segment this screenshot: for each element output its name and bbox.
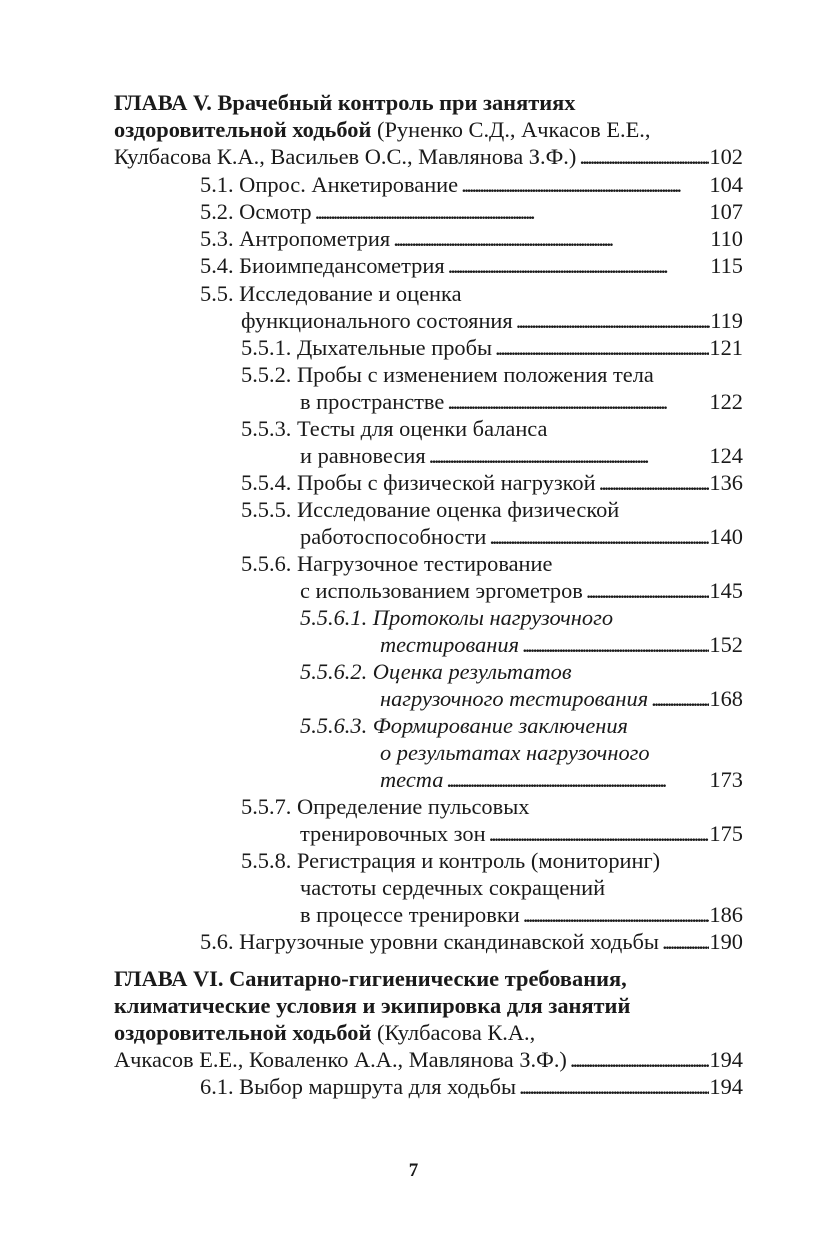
page-ref: 190 bbox=[709, 929, 743, 954]
page-ref: 107 bbox=[709, 199, 743, 224]
toc-entry-5-5-line2[interactable]: функционального состояния . . . 119 bbox=[241, 307, 743, 334]
page-number: 7 bbox=[408, 1160, 419, 1181]
toc-entry-5-5-3-line2[interactable]: и равновесия . . . 124 bbox=[300, 442, 743, 469]
toc-entry-6-1[interactable]: 6.1. Выбор маршрута для ходьбы . . . 194 bbox=[200, 1073, 743, 1100]
toc-entry-5-4[interactable]: 5.4. Биоимпедансометрия . . . 115 bbox=[200, 252, 743, 279]
toc-entry-5-1[interactable]: 5.1. Опрос. Анкетирование . . . 104 bbox=[200, 171, 743, 198]
toc-entry-5-5-6-3-line3[interactable]: теста . . . 173 bbox=[380, 766, 743, 793]
toc-entry-5-5-7-line1[interactable]: 5.5.7. Определение пульсовых bbox=[241, 794, 530, 819]
page-ref: 121 bbox=[709, 335, 743, 360]
toc-entry-5-5-6-2-line2[interactable]: нагрузочного тестирования . . . 168 bbox=[380, 685, 743, 712]
toc-entry-5-5-line1[interactable]: 5.5. Исследование и оценка bbox=[200, 281, 462, 306]
page-ref: 102 bbox=[709, 144, 743, 169]
toc-entry-5-6[interactable]: 5.6. Нагрузочные уровни скандинавской ходьбы . . . 190 bbox=[200, 928, 743, 955]
chapter6-title-line1: ГЛАВА VI. Санитарно-гигиенические требования, bbox=[114, 966, 627, 991]
page-ref: 136 bbox=[709, 470, 743, 495]
toc-entry-5-5-5-line1[interactable]: 5.5.5. Исследование оценка физической bbox=[241, 497, 620, 522]
page-ref: 173 bbox=[709, 767, 743, 792]
chapter6-title-line3: оздоровительной ходьбой (Кулбасова К.А., bbox=[114, 1020, 536, 1045]
toc-entry-5-5-2-line2[interactable]: в пространстве . . . 122 bbox=[300, 388, 743, 415]
chapter6-title-line2: климатические условия и экипировка для занятий bbox=[114, 993, 631, 1018]
page-ref: 110 bbox=[710, 226, 743, 251]
chapter5-title-line2: оздоровительной ходьбой (Руненко С.Д., Ачкасов Е.Е., bbox=[114, 117, 651, 142]
page-ref: 168 bbox=[709, 686, 743, 711]
toc-entry-5-5-8-line1[interactable]: 5.5.8. Регистрация и контроль (мониторинг) bbox=[241, 848, 661, 873]
page-ref: 122 bbox=[709, 389, 743, 414]
toc-entry-5-2[interactable]: 5.2. Осмотр . . . 107 bbox=[200, 198, 743, 225]
toc-entry-5-3[interactable]: 5.3. Антропометрия . . . 110 bbox=[200, 225, 743, 252]
toc-entry-5-5-6-2-line1[interactable]: 5.5.6.2. Оценка результатов bbox=[300, 659, 572, 684]
toc-entry-5-5-1[interactable]: 5.5.1. Дыхательные пробы . . . 121 bbox=[241, 334, 743, 361]
toc-entry-5-5-6-1-line1[interactable]: 5.5.6.1. Протоколы нагрузочного bbox=[300, 605, 614, 630]
toc-entry-5-5-8-line2[interactable]: частоты сердечных сокращений bbox=[300, 875, 606, 900]
toc-entry-5-5-3-line1[interactable]: 5.5.3. Тесты для оценки баланса bbox=[241, 416, 548, 441]
page-ref: 194 bbox=[709, 1047, 743, 1072]
page-ref: 104 bbox=[709, 172, 743, 197]
page-ref: 119 bbox=[710, 308, 743, 333]
toc-entry-5-5-4[interactable]: 5.5.4. Пробы с физической нагрузкой . . . 136 bbox=[241, 469, 743, 496]
chapter5-title-line1: ГЛАВА V. Врачебный контроль при занятиях bbox=[114, 90, 576, 115]
page-ref: 175 bbox=[709, 821, 743, 846]
toc-entry-5-5-7-line2[interactable]: тренировочных зон . . . 175 bbox=[300, 820, 743, 847]
toc-entry-5-5-6-3-line2[interactable]: о результатах нагрузочного bbox=[380, 740, 650, 765]
toc-entry-5-5-2-line1[interactable]: 5.5.2. Пробы с изменением положения тела bbox=[241, 362, 654, 387]
page-ref: 152 bbox=[709, 632, 743, 657]
page-ref: 115 bbox=[710, 253, 743, 278]
page-ref: 145 bbox=[709, 578, 743, 603]
page-ref: 186 bbox=[709, 902, 743, 927]
page-ref: 194 bbox=[709, 1074, 743, 1099]
toc-entry-5-5-6-line1[interactable]: 5.5.6. Нагрузочное тестирование bbox=[241, 551, 553, 576]
page-ref: 140 bbox=[709, 524, 743, 549]
toc-entry-5-5-6-3-line1[interactable]: 5.5.6.3. Формирование заключения bbox=[300, 713, 628, 738]
toc-entry-5-5-6-line2[interactable]: с использованием эргометров . . . 145 bbox=[300, 577, 743, 604]
chapter5-authors-line[interactable]: Кулбасова К.А., Васильев О.С., Мавлянова З.Ф.) . . . 102 bbox=[114, 143, 743, 170]
chapter6-authors-line[interactable]: Ачкасов Е.Е., Коваленко А.А., Мавлянова З.Ф.) . . . 194 bbox=[114, 1046, 743, 1073]
toc-entry-5-5-6-1-line2[interactable]: тестирования . . . 152 bbox=[380, 631, 743, 658]
toc-entry-5-5-5-line2[interactable]: работоспособности . . . 140 bbox=[300, 523, 743, 550]
toc-entry-5-5-8-line3[interactable]: в процессе тренировки . . . 186 bbox=[300, 901, 743, 928]
page-ref: 124 bbox=[709, 443, 743, 468]
